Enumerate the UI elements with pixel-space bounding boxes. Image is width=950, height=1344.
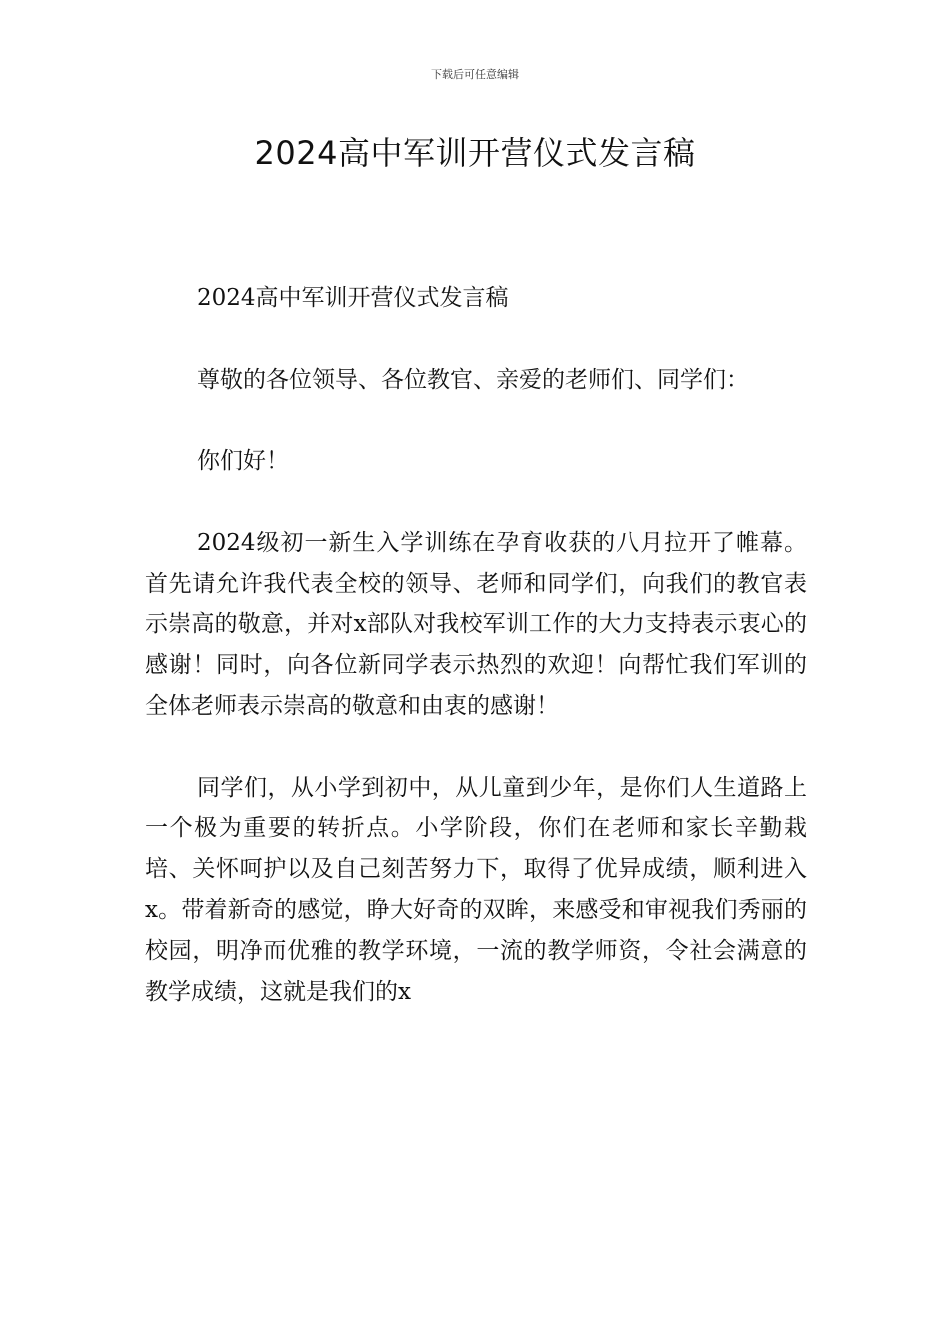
paragraph-greeting: 你们好！ [197, 448, 289, 475]
paragraph-body-2: 同学们，从小学到初中，从儿童到少年，是你们人生道路上一个极为重要的转折点。小学阶段，你们在老师和家长辛勤栽培、关怀呵护以及自己刻苦努力下，取得了优异成绩，顺利进入x。带着新奇的感觉，睁大好奇的双眸，来感受和审视我们秀丽的校园，明净而优雅的教学环境，一流的教学师资，令社会满意的教学成绩，这就是我们的x [145, 774, 807, 1005]
paragraph-body-1: 2024级初一新生入学训练在孕育收获的八月拉开了帷幕。首先请允许我代表全校的领导、老师和同学们，向我们的教官表示崇高的敬意，并对x部队对我校军训工作的大力支持表示衷心的感谢！同时，向各位新同学表示热烈的欢迎！向帮忙我们军训的全体老师表示崇高的敬意和由衷的感谢！ [145, 529, 807, 719]
document-title: 2024高中军训开营仪式发言稿 [254, 134, 696, 172]
paragraph-subtitle: 2024高中军训开营仪式发言稿 [197, 285, 509, 311]
document-body [145, 278, 807, 1053]
paragraph-salutation: 尊敬的各位领导、各位教官、亲爱的老师们、同学们： [197, 366, 749, 393]
header-note: 下载后可任意编辑 [431, 68, 519, 81]
